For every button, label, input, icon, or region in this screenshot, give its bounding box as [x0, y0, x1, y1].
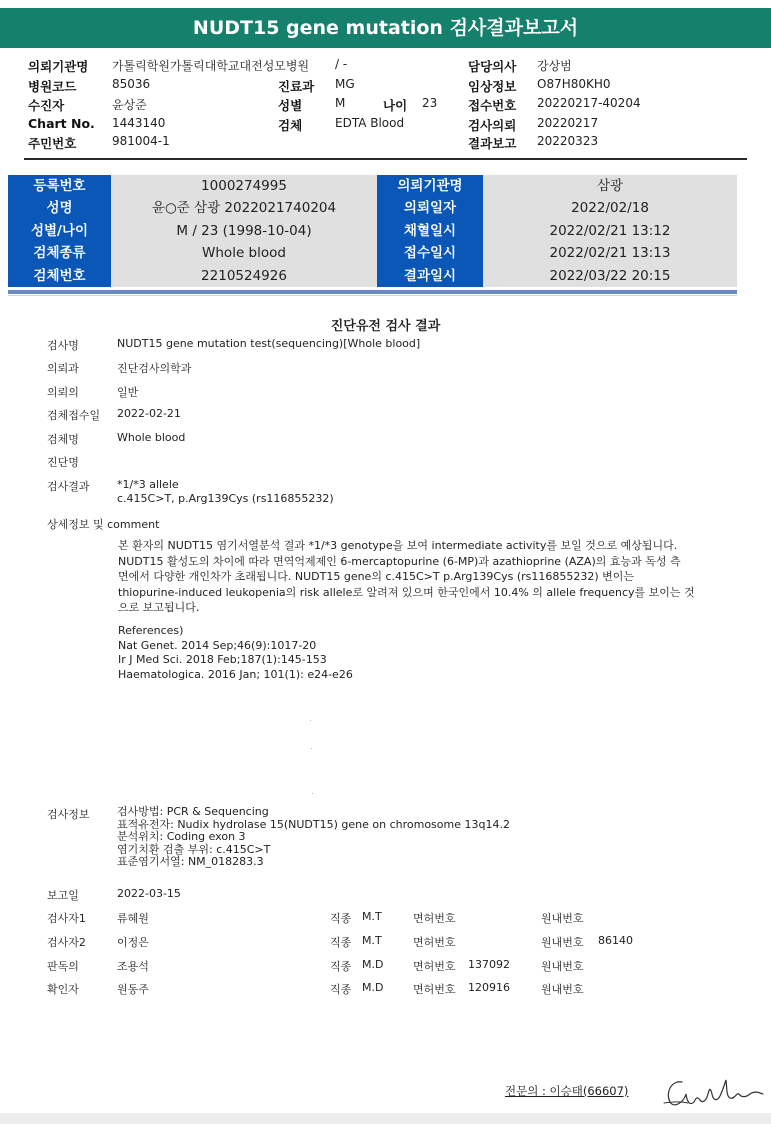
- summary-table: [8, 175, 737, 287]
- summary-label: 검체번호: [8, 265, 111, 287]
- comment-line: 본 환자의 NUDT15 염기서열분석 결과 *1/*3 genotype을 보여 intermediate activity를 보일 것으로 예상됩니다.: [118, 539, 678, 552]
- speck: [311, 748, 312, 749]
- header-divider: [24, 158, 747, 160]
- field-label: 진단명: [47, 456, 79, 469]
- header-value: 85036: [112, 77, 151, 91]
- summary-value: 삼광: [596, 178, 624, 194]
- employee-value: 86140: [598, 934, 633, 947]
- report-title: NUDT15 gene mutation 검사결과보고서: [0, 8, 771, 48]
- summary-row: [8, 265, 737, 287]
- job-value: M.D: [362, 981, 384, 994]
- header-value: MG: [335, 77, 355, 91]
- header-value: 981004-1: [112, 134, 170, 148]
- references: [118, 624, 353, 682]
- field-label: 보고일: [47, 889, 79, 902]
- field-value: 진단검사의학과: [117, 362, 192, 375]
- job-value: M.D: [362, 958, 384, 971]
- field-label: 상세정보 및 comment: [47, 518, 160, 531]
- header-label: 진료과: [278, 79, 315, 94]
- employee-label: 원내번호: [541, 936, 584, 949]
- field-label: 검사정보: [47, 808, 90, 821]
- field-label: 검체접수일: [47, 409, 101, 422]
- field-label: 검체명: [47, 433, 79, 446]
- header-value: O87H80KH0: [537, 77, 611, 91]
- header-label: Chart No.: [28, 116, 95, 131]
- summary-value: 2022/02/21 13:12: [549, 222, 671, 239]
- summary-value: 2022/03/22 20:15: [549, 267, 671, 284]
- result-variant: c.415C>T, p.Arg139Cys (rs116855232): [117, 492, 334, 505]
- header-label: 검체: [278, 118, 303, 133]
- summary-label: 등록번호: [8, 175, 111, 197]
- summary-value: M / 23 (1998-10-04): [176, 222, 312, 239]
- comment-line: 면에서 다양한 개인차가 초래됩니다. NUDT15 gene의 c.415C>T p.Arg139Cys (rs116855232) 변이는: [118, 570, 635, 584]
- header-value: 20220217-40204: [537, 96, 641, 110]
- staff-name: 원동주: [117, 983, 149, 996]
- header-label: 담당의사: [468, 59, 517, 74]
- staff-role: 검사자1: [47, 912, 86, 925]
- result-allele: *1/*3 allele: [117, 478, 179, 491]
- summary-divider-thin: [8, 295, 737, 296]
- references-title: References): [118, 624, 184, 637]
- license-label: 면허번호: [413, 960, 456, 973]
- staff-role: 확인자: [47, 983, 79, 996]
- test-info-line: 표준염기서열: NM_018283.3: [117, 855, 264, 869]
- summary-label: 성별/나이: [8, 220, 111, 242]
- header-label: 접수번호: [468, 98, 517, 113]
- field-label: 의뢰과: [47, 362, 79, 375]
- header-value: EDTA Blood: [335, 116, 405, 130]
- header-label: 검사의뢰: [468, 118, 517, 133]
- staff-name: 이정은: [117, 936, 149, 949]
- test-info: [117, 806, 510, 869]
- license-value: 120916: [468, 981, 510, 994]
- field-label: 검사결과: [47, 480, 90, 493]
- header-value: M: [335, 96, 346, 110]
- test-info-line: 검사방법: PCR & Sequencing: [117, 805, 269, 818]
- header-label: 성별: [278, 98, 303, 113]
- header-value: 20220323: [537, 134, 599, 148]
- field-label: 검사명: [47, 339, 79, 352]
- employee-label: 원내번호: [541, 983, 584, 996]
- staff-name: 류혜원: [117, 912, 149, 925]
- summary-label: 성명: [8, 197, 111, 219]
- summary-label: 채혈일시: [377, 220, 483, 242]
- summary-label: 의뢰기관명: [377, 175, 483, 197]
- summary-row: [8, 197, 737, 219]
- job-value: M.T: [362, 934, 382, 947]
- job-label: 직종: [330, 960, 352, 973]
- summary-label: 의뢰일자: [377, 197, 483, 219]
- comment-line: thiopurine-induced leukopenia의 risk allele로 알려져 있으며 한국인에서 10.4% 의 allele frequency를 보이는 것: [118, 585, 695, 599]
- employee-label: 원내번호: [541, 960, 584, 973]
- field-value: NUDT15 gene mutation test(sequencing)[Whole blood]: [117, 337, 421, 350]
- header-value: 1443140: [112, 116, 166, 130]
- header-value: 윤상준: [112, 98, 147, 112]
- header-label: 나이: [383, 98, 408, 113]
- header-value: 20220217: [537, 116, 599, 130]
- staff-role: 판독의: [47, 960, 79, 973]
- summary-label: 검체종류: [8, 242, 111, 264]
- summary-label: 결과일시: [377, 265, 483, 287]
- test-info-line: 분석위치: Coding exon 3: [117, 830, 246, 844]
- summary-value: 2022/02/18: [571, 200, 649, 217]
- signature-icon: [660, 1072, 765, 1112]
- reference-item: Haematologica. 2016 Jan; 101(1): e24-e26: [118, 667, 353, 681]
- employee-label: 원내번호: [541, 912, 584, 925]
- job-value: M.T: [362, 910, 382, 923]
- summary-value: 윤○준 삼광 2022021740204: [151, 200, 337, 217]
- job-label: 직종: [330, 983, 352, 996]
- field-value: 2022-02-21: [117, 407, 181, 420]
- summary-value: 2022/02/21 13:13: [549, 245, 671, 262]
- header-label: 의뢰기관명: [28, 59, 89, 74]
- job-label: 직종: [330, 936, 352, 949]
- summary-divider: [8, 290, 737, 294]
- report-date: 2022-03-15: [117, 887, 181, 900]
- staff-role: 검사자2: [47, 936, 86, 949]
- test-info-line: 표적유전자: Nudix hydrolase 15(NUDT15) gene on chromosome 13q14.2: [117, 817, 510, 831]
- header-label: 주민번호: [28, 136, 77, 151]
- header-value: 강상범: [537, 59, 572, 73]
- summary-row: [8, 220, 737, 242]
- reference-item: Nat Genet. 2014 Sep;46(9):1017-20: [118, 638, 317, 652]
- summary-value: 1000274995: [201, 178, 287, 194]
- license-label: 면허번호: [413, 936, 456, 949]
- field-value: 일반: [117, 386, 139, 399]
- header-label: 수진자: [28, 98, 65, 113]
- expert-physician: 전문의 : 이승태(66607): [505, 1084, 629, 1098]
- speck: [312, 793, 313, 794]
- comment-line: 으로 보고됩니다.: [118, 601, 200, 615]
- section-title: 진단유전 검사 결과: [330, 319, 441, 334]
- license-label: 면허번호: [413, 983, 456, 996]
- field-value: Whole blood: [117, 431, 186, 444]
- summary-label: 접수일시: [377, 242, 483, 264]
- header-label: 결과보고: [468, 136, 517, 151]
- summary-row: [8, 242, 737, 264]
- header-value: / -: [335, 57, 348, 71]
- summary-row: [8, 175, 737, 197]
- header-label: 임상정보: [468, 79, 517, 94]
- test-info-line: 염기치환 검출 부위: c.415C>T: [117, 842, 271, 856]
- comment-line: NUDT15 활성도의 차이에 따라 면역억제제인 6-mercaptopurine (6-MP)과 azathioprine (AZA)의 효능과 독성 측: [118, 554, 681, 568]
- comment-text: [118, 538, 695, 616]
- summary-value: 2210524926: [201, 267, 287, 284]
- footer-bar: [0, 1113, 771, 1124]
- reference-item: Ir J Med Sci. 2018 Feb;187(1):145-153: [118, 653, 327, 666]
- header-value: 가톨릭학원가톨릭대학교대전성모병원: [112, 59, 310, 73]
- job-label: 직종: [330, 912, 352, 925]
- header-value: 23: [422, 96, 438, 110]
- summary-value: Whole blood: [202, 245, 286, 262]
- license-value: 137092: [468, 958, 510, 971]
- speck: [310, 720, 311, 721]
- staff-name: 조용석: [117, 960, 149, 973]
- header-label: 병원코드: [28, 79, 77, 94]
- field-label: 의뢰의: [47, 386, 79, 399]
- license-label: 면허번호: [413, 912, 456, 925]
